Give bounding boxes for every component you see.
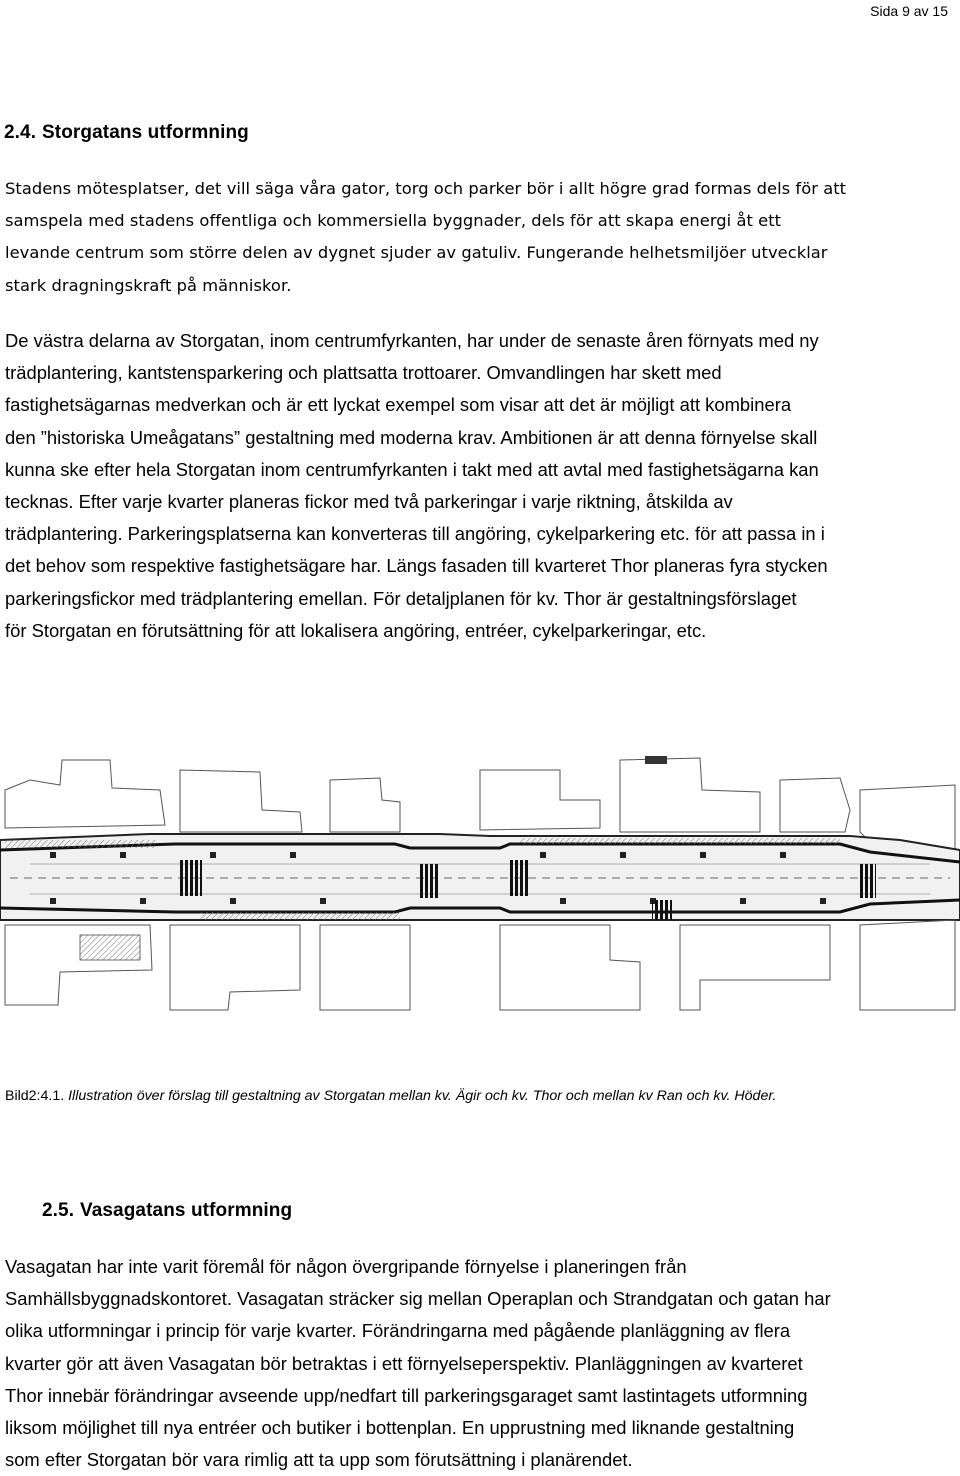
text-line: parkeringsfickor med trädplantering emellan. För detaljplanen för kv. Thor är gestaltningsförslaget xyxy=(5,587,797,609)
text-line: levande centrum som större delen av dygnet sjuder av gatuliv. Fungerande helhetsmiljöer utvecklar xyxy=(5,243,828,263)
text-line: för Storgatan en förutsättning för att lokalisera angöring, entréer, cykelparkeringar, etc. xyxy=(5,619,707,641)
text-line: Stadens mötesplatser, det vill säga våra gator, torg och parker bör i allt högre grad formas dels för att xyxy=(5,179,847,198)
section-heading-2-4 xyxy=(4,122,249,144)
text-line: kunna ske efter hela Storgatan inom centrumfyrkanten i takt med att avtal med fastighetsägarna kan xyxy=(5,458,819,480)
text-line: kvarter gör att även Vasagatan bör betraktas i ett förnyelseperspektiv. Planläggningen av kvarteret xyxy=(5,1352,803,1374)
text-line: liksom möjlighet till nya entréer och butiker i bottenplan. En upprustning med liknande gestaltning xyxy=(5,1417,795,1439)
text-line: Samhällsbyggnadskontoret. Vasagatan sträcker sig mellan Operaplan och Strandgatan och gatan har xyxy=(5,1288,831,1310)
text-line: som efter Storgatan bör vara rimlig att ta upp som förutsättning i planärendet. xyxy=(5,1449,633,1471)
text-line: Vasagatan har inte varit föremål för någon övergripande förnyelse i planeringen från xyxy=(5,1256,687,1277)
text-line: samspela med stadens offentliga och kommersiella byggnader, dels för att skapa energi åt ett xyxy=(5,211,782,231)
text-line: olika utformningar i princip för varje kvarter. Förändringarna med pågående planläggning av flera xyxy=(5,1320,791,1342)
section-heading-2-5 xyxy=(42,1200,292,1222)
paragraph-vasagatan xyxy=(5,1251,955,1476)
paragraph-vastra-delarna xyxy=(5,325,955,647)
text-line: trädplantering, kantstensparkering och plattsatta trottoarer. Omvandlingen har skett med xyxy=(5,362,722,384)
paragraph-stadens-motesplatser xyxy=(5,173,955,302)
section-title: Vasagatans utformning xyxy=(80,1200,293,1221)
text-line: stark dragningskraft på människor. xyxy=(5,275,292,295)
text-line: trädplantering. Parkeringsplatserna kan konverteras till angöring, cykelparkering etc. för att passa in i xyxy=(5,523,825,545)
section-number: 2.4. xyxy=(4,122,37,143)
figure-caption-text: Illustration över förslag till gestaltning av Storgatan mellan kv. Ägir och kv. Thor och mellan kv Ran och kv. Höder. xyxy=(64,1088,777,1104)
text-line: Thor innebär förändringar avseende upp/nedfart till parkeringsgaraget samt lastintagets utformning xyxy=(5,1384,808,1406)
page-number: Sida 9 av 15 xyxy=(870,3,948,19)
section-title: Storgatans utformning xyxy=(42,122,249,143)
text-line: det behov som respektive fastighetsägare har. Längs fasaden till kvarteret Thor planeras fyra stycken xyxy=(5,555,828,577)
section-number: 2.5. xyxy=(42,1200,75,1221)
text-line: den ”historiska Umeågatans” gestaltning med moderna krav. Ambitionen är att denna förnyelse skall xyxy=(5,426,818,448)
figure-caption xyxy=(5,1088,776,1104)
text-line: fastighetsägarnas medverkan och är ett lyckat exempel som visar att det är möjligt att kombinera xyxy=(5,394,792,416)
text-line: tecknas. Efter varje kvarter planeras fickor med två parkeringar i varje riktning, åtskilda av xyxy=(5,491,733,513)
street-plan-illustration xyxy=(0,740,960,1020)
figure-caption-label: Bild2:4.1. xyxy=(5,1088,65,1104)
text-line: De västra delarna av Storgatan, inom centrumfyrkanten, har under de senaste åren förnyats med ny xyxy=(5,330,819,351)
